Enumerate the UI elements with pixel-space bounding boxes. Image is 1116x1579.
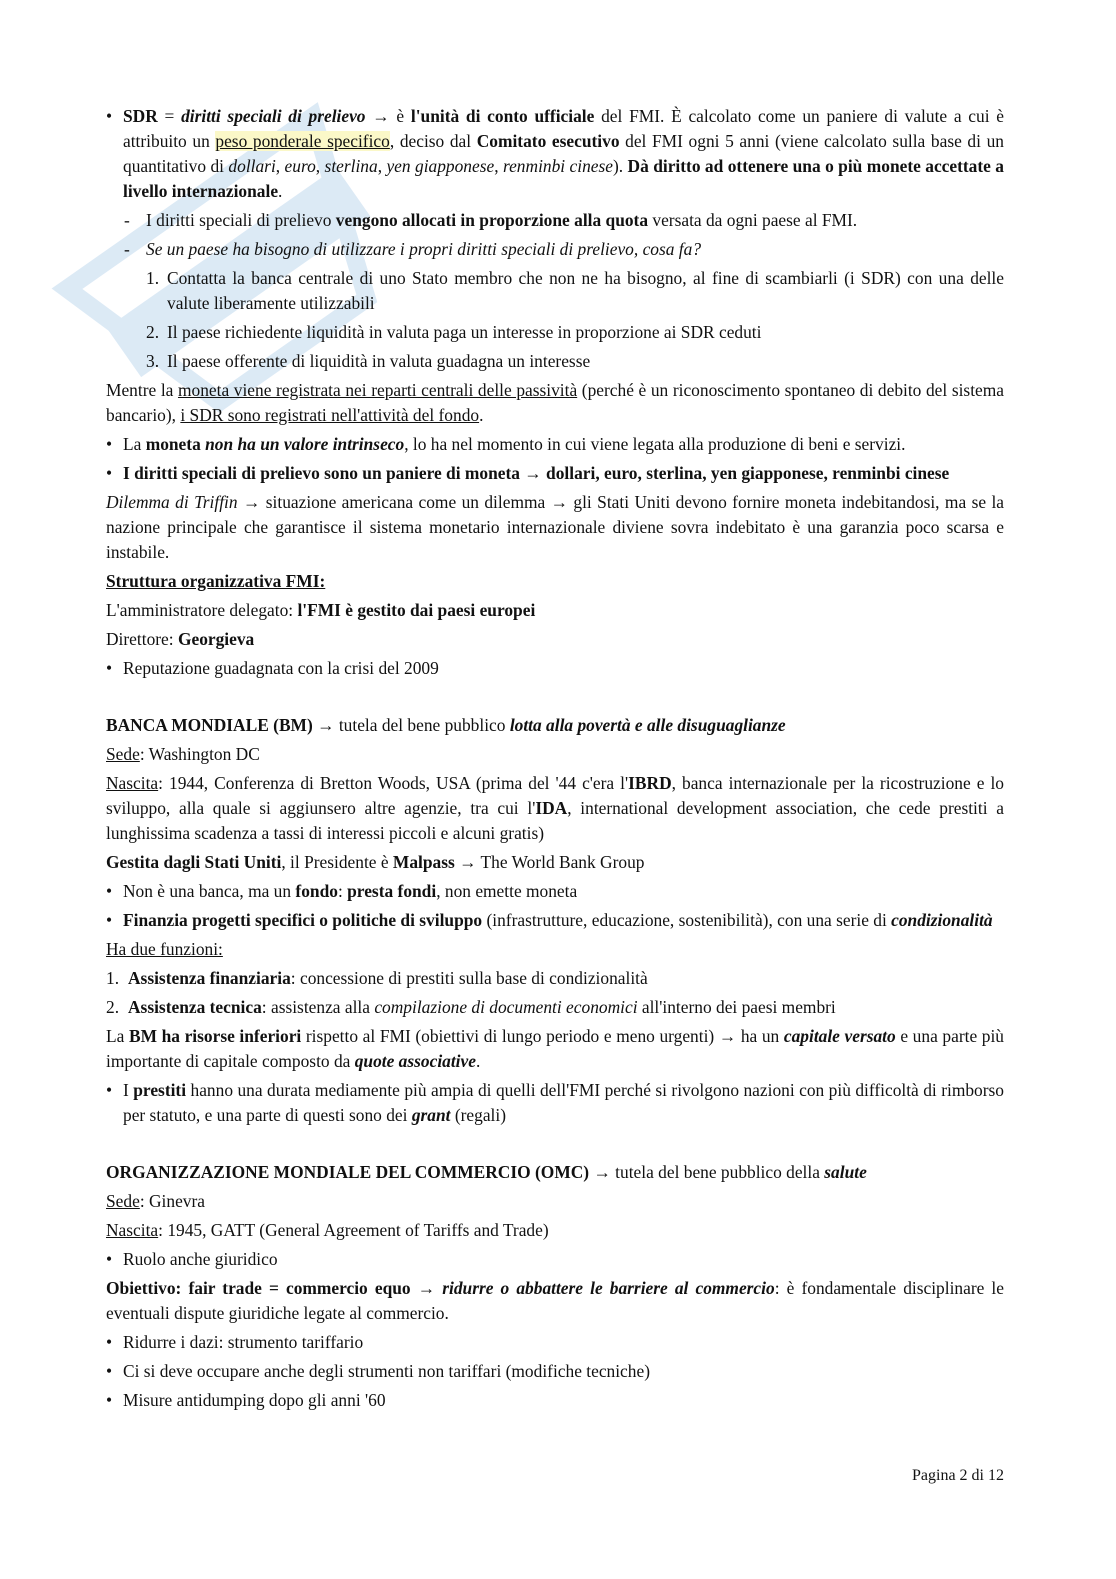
bullet-omc-ruolo: • Ruolo anche giuridico bbox=[106, 1247, 1004, 1272]
bullet-bm-prestiti: • I prestiti hanno una durata mediamente più ampia di quelli dell'FMI perché si rivolgono nazioni con più difficoltà di rimborso per statuto, e una parte di questi sono dei grant (regali) bbox=[106, 1078, 1004, 1128]
bullet-money-value: • La moneta non ha un valore intrinseco, lo ha nel momento in cui viene legata alla produzione di beni e servizi. bbox=[106, 432, 1004, 457]
paragraph-bm-nascita: Nascita: 1944, Conferenza di Bretton Woods, USA (prima del '44 c'era l'IBRD, banca internazionale per la ricostruzione e lo sviluppo, alla quale si aggiunsero altre agenzie, tra cui l'IDA, international development association, che cede prestiti a lunghissima scadenza a tassi di interessi piccoli e alcuni gratis) bbox=[106, 773, 1004, 843]
bullet-bm-finanzia: • Finanzia progetti specifici o politiche di sviluppo (infrastrutture, educazione, sostenibilità), con una serie di condizionalità bbox=[106, 908, 1004, 933]
numbered-item-2: 2. Il paese richiedente liquidità in valuta paga un interesse in proporzione ai SDR ceduti bbox=[146, 322, 762, 342]
bullet-omc-non-tariffari: • Ci si deve occupare anche degli strumenti non tariffari (modifiche tecniche) bbox=[106, 1359, 1004, 1384]
heading-bm-funzioni: Ha due funzioni: bbox=[106, 939, 223, 959]
bullet-sdr: • SDR = diritti speciali di prelievo → è l'unità di conto ufficiale del FMI. È calcolato come un paniere di valute a cui è attribuito un peso ponderale specifico, deciso dal Comitato esecutivo del FMI ogni 5 anni (viene calcolato sulla base di un quantitativo di dollari, euro, sterlina, yen giapponese, renminbi cinese). Dà diritto ad ottenere una o più monete accettate a livello internazionale. bbox=[106, 104, 1004, 204]
line-bm-sede: Sede: Washington DC bbox=[106, 744, 260, 764]
heading-banca-mondiale: BANCA MONDIALE (BM) → tutela del bene pubblico lotta alla povertà e alle disuguaglianze bbox=[106, 715, 786, 735]
heading-fmi-structure: Struttura organizzativa FMI: bbox=[106, 571, 326, 591]
bullet-omc-dazi: • Ridurre i dazi: strumento tariffario bbox=[106, 1330, 1004, 1355]
page-number: Pagina 2 di 12 bbox=[912, 1467, 1004, 1484]
bullet-bm-fondo: • Non è una banca, ma un fondo: presta fondi, non emette moneta bbox=[106, 879, 1004, 904]
dash-item-allocation: - I diritti speciali di prelievo vengono allocati in proporzione alla quota versata da ogni paese al FMI. bbox=[106, 208, 1004, 233]
paragraph-omc-obiettivo: Obiettivo: fair trade = commercio equo → ridurre o abbattere le barriere al commercio: è fondamentale disciplinare le eventuali dispute giuridiche legate al commercio. bbox=[106, 1278, 1004, 1323]
numbered-item-3: 3. Il paese offerente di liquidità in valuta guadagna un interesse bbox=[146, 351, 591, 371]
line-director: Direttore: Georgieva bbox=[106, 629, 255, 649]
paragraph-registration: Mentre la moneta viene registrata nei reparti centrali delle passività (perché è un riconoscimento spontaneo di debito del sistema bancario), i SDR sono registrati nell'attività del fondo. bbox=[106, 380, 1004, 425]
paragraph-bm-risorse: La BM ha risorse inferiori rispetto al FMI (obiettivi di lungo periodo e meno urgenti) → ha un capitale versato e una parte più importante di capitale composto da quote associative. bbox=[106, 1026, 1005, 1071]
line-bm-gestione: Gestita dagli Stati Uniti, il Presidente è Malpass → The World Bank Group bbox=[106, 852, 645, 872]
numbered-item-1: 1. Contatta la banca centrale di uno Stato membro che non ne ha bisogno, al fine di scambiarli (i SDR) con una delle valute liberamente utilizzabili bbox=[146, 268, 1004, 313]
bullet-sdr-basket: • I diritti speciali di prelievo sono un paniere di moneta → dollari, euro, sterlina, yen giapponese, renminbi cinese bbox=[106, 461, 1004, 486]
numbered-bm-1: 1. Assistenza finanziaria: concessione di prestiti sulla base di condizionalità bbox=[106, 968, 648, 988]
line-ceo: L'amministratore delegato: l'FMI è gestito dai paesi europei bbox=[106, 600, 536, 620]
heading-omc: ORGANIZZAZIONE MONDIALE DEL COMMERCIO (OMC) → tutela del bene pubblico della salute bbox=[106, 1162, 867, 1182]
line-omc-sede: Sede: Ginevra bbox=[106, 1191, 206, 1211]
line-omc-nascita: Nascita: 1945, GATT (General Agreement of Tariffs and Trade) bbox=[106, 1220, 549, 1240]
document-page bbox=[106, 104, 1004, 1417]
paragraph-triffin: Dilemma di Triffin → situazione americana come un dilemma → gli Stati Uniti devono fornire moneta indebitandosi, ma se la nazione principale che garantisce il sistema monetario internazionale diviene sovra indebitato è una garanzia poco scarsa e instabile. bbox=[106, 492, 1005, 562]
dash-item-question: - Se un paese ha bisogno di utilizzare i propri diritti speciali di prelievo, cosa fa? bbox=[106, 237, 1004, 262]
bullet-reputation: • Reputazione guadagnata con la crisi del 2009 bbox=[106, 656, 1004, 681]
bullet-omc-antidumping: • Misure antidumping dopo gli anni '60 bbox=[106, 1388, 1004, 1413]
numbered-bm-2: 2. Assistenza tecnica: assistenza alla compilazione di documenti economici all'interno dei paesi membri bbox=[106, 997, 836, 1017]
